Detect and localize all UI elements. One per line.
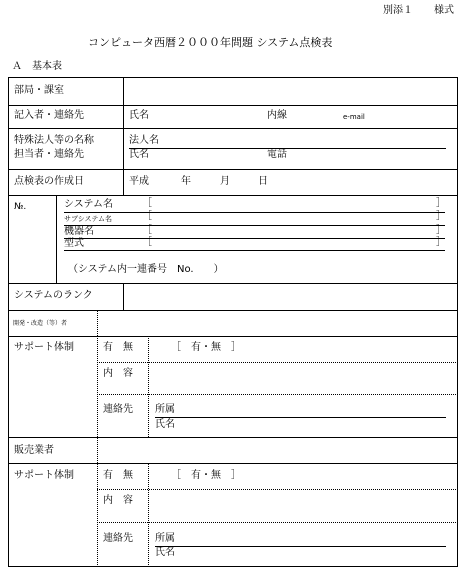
- vendor-name-label: 氏名: [155, 547, 175, 558]
- developer-name-label: 氏名: [155, 419, 175, 430]
- day-label: 日: [258, 176, 268, 187]
- section-label: Ａ 基本表: [12, 61, 62, 72]
- dotted-divider: [97, 522, 458, 523]
- column-divider: [123, 283, 124, 310]
- dotted-divider: [97, 336, 98, 437]
- bracket-open: ［: [142, 237, 152, 248]
- developer-content-label: 内 容: [103, 368, 133, 379]
- month-label: 月: [220, 176, 230, 187]
- contact-extension-label: 内線: [267, 110, 287, 121]
- dotted-divider: [97, 489, 458, 490]
- row-divider: [8, 105, 458, 106]
- bracket-close: ］: [436, 225, 446, 236]
- era-label: 平成: [129, 176, 149, 187]
- corporation-phone-label: 電話: [267, 149, 287, 160]
- device-name-label: 機器名: [64, 226, 94, 237]
- format-label: 様式: [434, 5, 454, 16]
- subsystem-name-line: [64, 225, 445, 226]
- person-in-charge-label: 担当者・連絡先: [14, 149, 84, 160]
- model-line: [64, 250, 445, 251]
- developer-presence-value: ［ 有・無 ］: [171, 342, 241, 353]
- developer-label: 開発・改造（等）者: [13, 320, 68, 327]
- vendor-label: 販売業者: [14, 445, 54, 456]
- department-label: 部局・課室: [14, 85, 64, 96]
- system-rank-label: システムのランク: [14, 290, 93, 301]
- bracket-open: ［: [142, 211, 152, 222]
- column-divider: [56, 195, 57, 283]
- corporation-person-name-label: 氏名: [129, 149, 149, 160]
- row-divider: [8, 283, 458, 284]
- corporation-name-line: [129, 148, 446, 149]
- corporation-name-label: 法人名: [129, 135, 159, 146]
- vendor-content-label: 内 容: [103, 495, 133, 506]
- year-label: 年: [181, 176, 191, 187]
- row-divider: [8, 128, 458, 129]
- date-label: 点検表の作成日: [14, 176, 84, 187]
- bracket-close: ］: [436, 198, 446, 209]
- developer-affiliation-label: 所属: [155, 404, 175, 415]
- vendor-affiliation-line: [155, 546, 446, 547]
- dotted-divider: [97, 463, 98, 567]
- vendor-support-label: サポート体制: [14, 470, 74, 481]
- page-title: コンピュータ西暦２０００年問題 システム点検表: [88, 36, 333, 49]
- vendor-contact-label: 連絡先: [103, 533, 133, 544]
- contact-name-label: 氏名: [129, 110, 149, 121]
- developer-support-label: サポート体制: [14, 342, 74, 353]
- model-label: 型式: [64, 238, 84, 249]
- vendor-affiliation-label: 所属: [155, 533, 175, 544]
- subsystem-name-label: サブシステム名: [64, 215, 113, 223]
- vendor-presence-value: ［ 有・無 ］: [171, 470, 241, 481]
- dotted-divider: [97, 362, 458, 363]
- dotted-divider: [148, 463, 149, 567]
- row-divider: [8, 310, 458, 311]
- corporation-label: 特殊法人等の名称: [14, 135, 94, 146]
- row-divider: [8, 195, 458, 196]
- dotted-divider: [97, 310, 98, 336]
- row-divider: [8, 336, 458, 337]
- developer-contact-label: 連絡先: [103, 404, 133, 415]
- row-divider: [8, 437, 458, 438]
- system-no-label: №.: [14, 202, 27, 212]
- attachment-label: 別添１: [383, 5, 413, 16]
- bracket-close: ］: [436, 237, 446, 248]
- row-divider: [8, 463, 458, 464]
- system-name-label: システム名: [64, 199, 113, 210]
- serial-number-label: （システム内一連番号 No. ）: [68, 264, 224, 275]
- contact-email-label: e-mail: [343, 113, 365, 121]
- developer-presence-label: 有 無: [103, 342, 133, 353]
- dotted-divider: [97, 394, 458, 395]
- device-name-line: [64, 238, 445, 239]
- developer-affiliation-line: [155, 417, 446, 418]
- system-name-line: [64, 212, 445, 213]
- bracket-open: ［: [142, 198, 152, 209]
- dotted-divider: [97, 437, 98, 463]
- bracket-close: ］: [436, 211, 446, 222]
- dotted-divider: [148, 336, 149, 437]
- contact-label: 記入者・連絡先: [14, 110, 84, 121]
- column-divider: [123, 77, 124, 195]
- vendor-presence-label: 有 無: [103, 470, 133, 481]
- bracket-open: ［: [142, 225, 152, 236]
- row-divider: [8, 169, 458, 170]
